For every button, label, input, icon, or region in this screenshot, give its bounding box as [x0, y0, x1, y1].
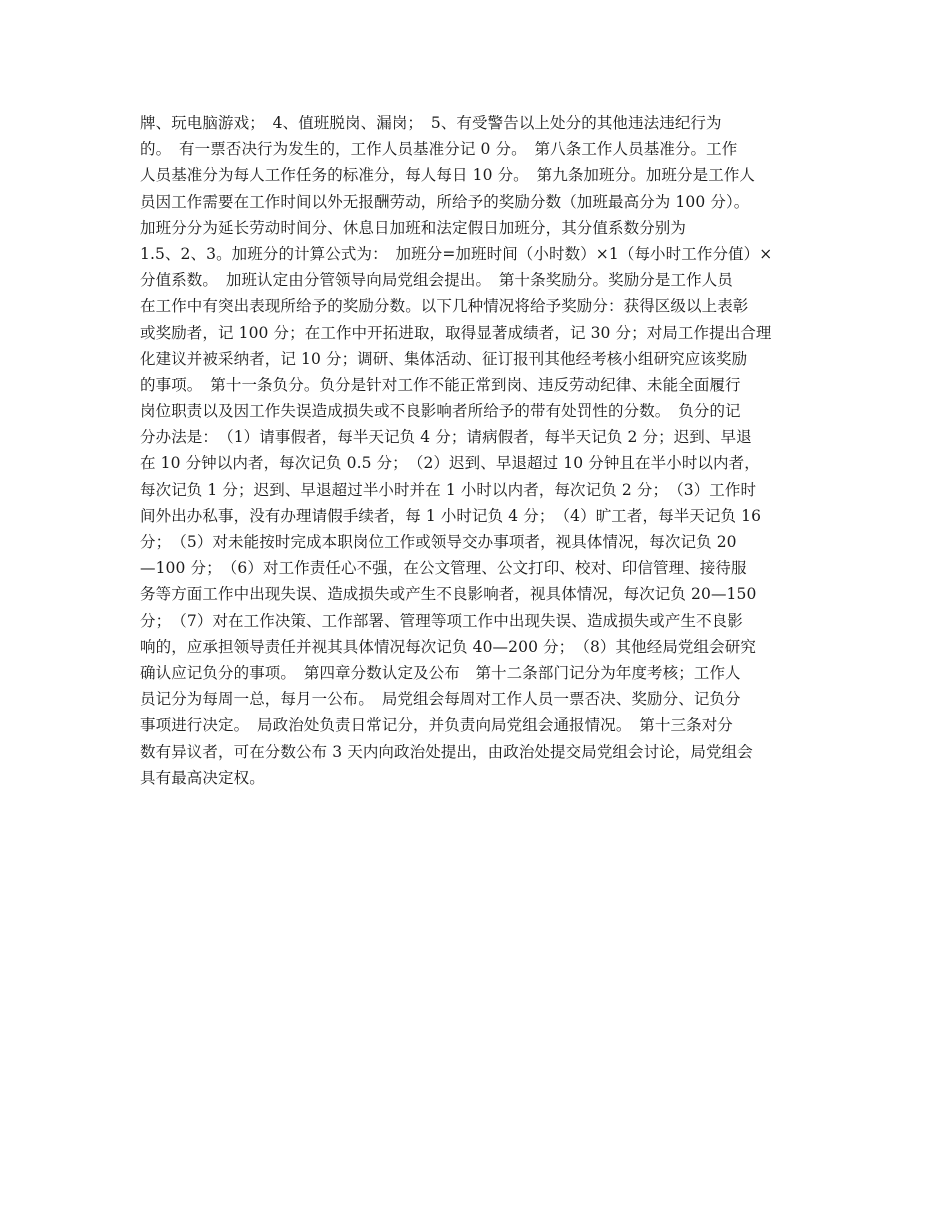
text-line: 加班分分为延长劳动时间分、休息日加班和法定假日加班分，其分值系数分别为: [140, 218, 687, 237]
text-line: 务等方面工作中出现失误、造成损失或产生不良影响者，视具体情况，每次记负 20—150: [140, 585, 757, 604]
body-text: [140, 110, 820, 791]
text-line: 分； （5）对未能按时完成本职岗位工作或领导交办事项者，视具体情况，每次记负 20: [140, 533, 737, 551]
text-line: 在 10 分钟以内者，每次记负 0.5 分； （2）迟到、早退超过 10 分钟且在半小时以内者，: [140, 454, 760, 473]
text-line: 事项进行决定。 局政治处负责日常记分，并负责向局党组会通报情况。 第十三条对分: [140, 716, 733, 735]
text-line: 或奖励者，记 100 分；在工作中开拓进取，取得显著成绩者，记 30 分；对局工作提出合理: [140, 323, 772, 342]
text-line: 分值系数。 加班认定由分管领导向局党组会提出。 第十条奖励分。奖励分是工作人员: [140, 271, 733, 290]
text-line: 具有最高决定权。: [140, 768, 265, 787]
text-line: 1.5、2、3。加班分的计算公式为： 加班分=加班时间（小时数）×1（每小时工作分值）×: [140, 244, 773, 263]
text-line: —100 分； （6）对工作责任心不强，在公文管理、公文打印、校对、印信管理、接待服: [140, 559, 747, 578]
text-line: 人员基准分为每人工作任务的标准分，每人每日 10 分。 第九条加班分。加班分是工作人: [140, 166, 756, 185]
text-line: 员因工作需要在工作时间以外无报酬劳动，所给予的奖励分数（加班最高分为 100 分）。: [140, 192, 750, 211]
text-line: 的事项。 第十一条负分。负分是针对工作不能正常到岗、违反劳动纪律、未能全面履行: [140, 375, 741, 394]
text-line: 岗位职责以及因工作失误造成损失或不良影响者所给予的带有处罚性的分数。 负分的记: [140, 402, 741, 421]
text-line: 间外出办私事，没有办理请假手续者，每 1 小时记负 4 分； （4）旷工者，每半天记负 16: [140, 506, 762, 525]
text-line: 牌、玩电脑游戏； 4、值班脱岗、漏岗； 5、有受警告以上处分的其他违法违纪行为: [140, 114, 722, 132]
text-line: 化建议并被采纳者，记 10 分；调研、集体活动、征订报刊其他经考核小组研究应该奖励: [140, 349, 748, 368]
text-line: 分办法是： （1）请事假者，每半天记负 4 分；请病假者，每半天记负 2 分；迟到、早退: [140, 428, 752, 447]
text-line: 的。 有一票否决行为发生的，工作人员基准分记 0 分。 第八条工作人员基准分。工作: [140, 140, 738, 159]
text-line: 员记分为每周一总，每月一公布。 局党组会每周对工作人员一票否决、奖励分、记负分: [140, 690, 741, 709]
text-line: 确认应记负分的事项。 第四章分数认定及公布 第十二条部门记分为年度考核；工作人: [140, 663, 741, 682]
text-line: 在工作中有突出表现所给予的奖励分数。以下几种情况将给予奖励分：获得区级以上表彰: [140, 297, 749, 316]
text-line: 数有异议者，可在分数公布 3 天内向政治处提出，由政治处提交局党组会讨论，局党组会: [140, 742, 753, 761]
text-line: 分； （7）对在工作决策、工作部署、管理等项工作中出现失误、造成损失或产生不良影: [140, 611, 743, 630]
text-line: 每次记负 1 分；迟到、早退超过半小时并在 1 小时以内者，每次记负 2 分； （3）工作时: [140, 480, 757, 499]
text-line: 响的，应承担领导责任并视其具体情况每次记负 40—200 分； （8）其他经局党组会研究: [140, 637, 756, 656]
